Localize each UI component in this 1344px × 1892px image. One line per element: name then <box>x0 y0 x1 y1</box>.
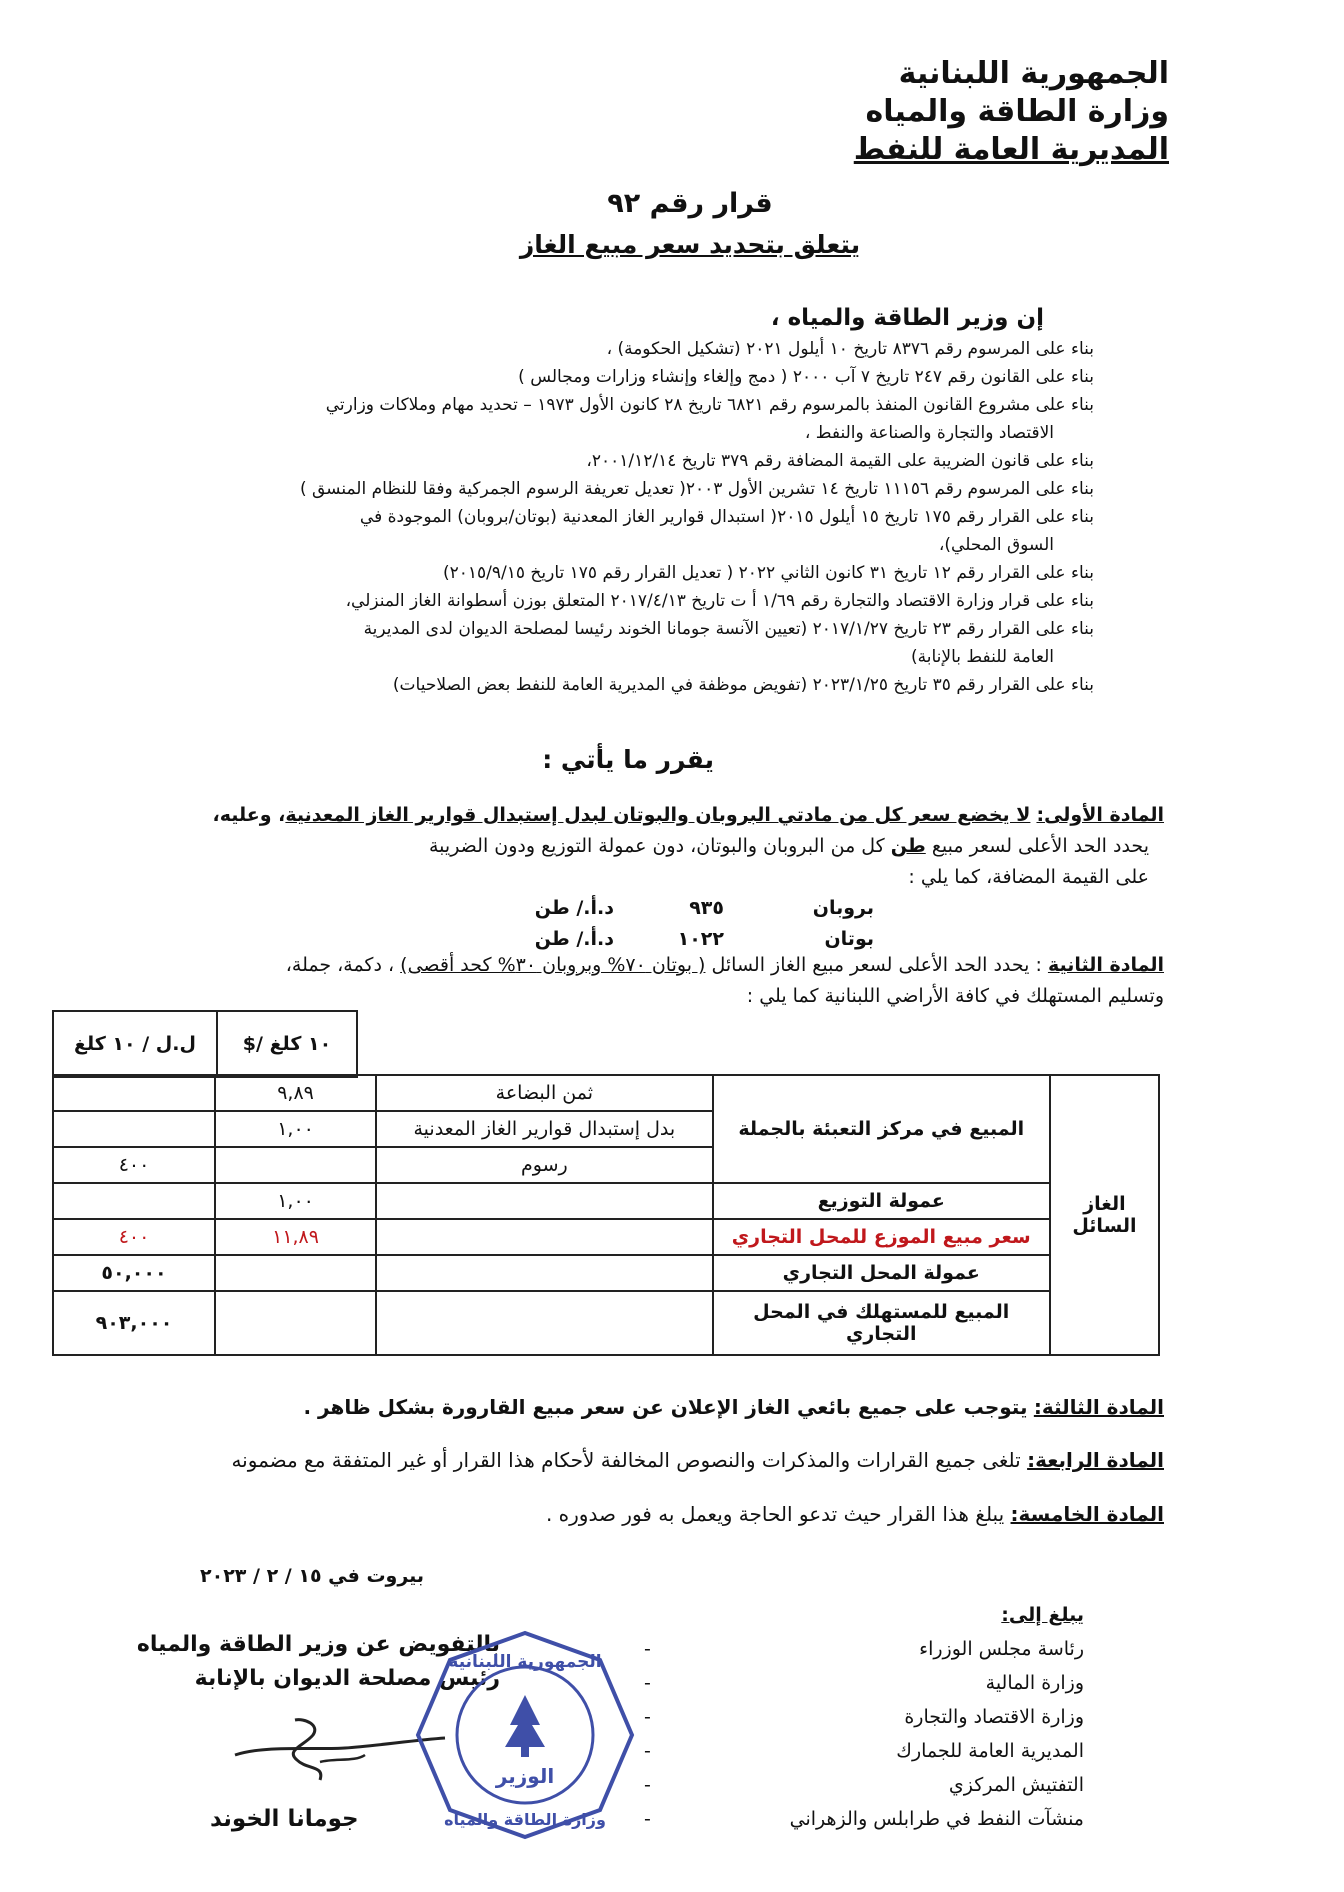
list-item-text: وزارة المالية <box>985 1672 1084 1694</box>
empty-cell <box>376 1255 712 1291</box>
usd-cell: ٩,٨٩ <box>215 1075 376 1111</box>
lbp-cell <box>53 1111 215 1147</box>
article-5-label: المادة الخامسة: <box>1010 1502 1164 1526</box>
article-4-label: المادة الرابعة: <box>1027 1448 1164 1472</box>
list-item-text: وزارة الاقتصاد والتجارة <box>904 1706 1084 1728</box>
list-item <box>644 1802 1084 1836</box>
date-line: بيروت في ١٥ / ٢ / ٢٠٢٣ <box>200 1565 425 1587</box>
price-product: بروبان <box>812 897 874 919</box>
bullet-dash: - <box>644 1774 651 1796</box>
article-1-line2b: كل من البروبان والبوتان، دون عمولة التوزيع ودون الضريبة <box>428 835 885 857</box>
article-1-rest: ، وعليه، <box>212 804 286 826</box>
article-4-text: تلغى جميع القرارات والمذكرات والنصوص المخالفة لأحكام هذا القرار أو غير المتفقة مع مضمونه <box>231 1448 1021 1472</box>
price-table <box>52 1074 1160 1356</box>
list-item-text: التفتيش المركزي <box>948 1774 1084 1796</box>
letterhead-directorate: المديرية العامة للنفط <box>853 132 1169 167</box>
article-2-text-a: : يحدد الحد الأعلى لسعر مبيع الغاز السائل <box>711 954 1042 976</box>
article-2-text-u: ( بوتان ٧٠% وبروبان ٣٠% كحد أقصى) <box>400 954 706 976</box>
article-3-label: المادة الثالثة: <box>1033 1395 1164 1419</box>
lbp-cell: ٩٠٣,٠٠٠ <box>53 1291 215 1355</box>
basis-line: بناء على القرار رقم ٢٣ تاريخ ٢٠١٧/١/٢٧ (تعيين الآنسة جومانا الخوند رئيسا لمصلحة الديوان لدى المديرية <box>363 619 1094 639</box>
article-1-line3: على القيمة المضافة، كما يلي : <box>908 866 1149 888</box>
price-unit: د.أ./ طن <box>534 897 614 919</box>
empty-cell <box>376 1183 712 1219</box>
signatory-name: جومانا الخوند <box>210 1806 359 1832</box>
distribution-list <box>644 1598 1084 1836</box>
article-1-line2a: يحدد الحد الأعلى لسعر مبيع <box>931 835 1149 857</box>
usd-cell-highlight: ١١,٨٩ <box>215 1219 376 1255</box>
basis-line-continued: الاقتصاد والتجارة والصناعة والنفط ، <box>804 423 1054 443</box>
article-1-label: المادة الأولى: <box>1036 804 1164 826</box>
stamp-center-text: الوزير <box>495 1764 555 1788</box>
list-item <box>644 1734 1084 1768</box>
basis-line: بناء على القانون رقم ٢٤٧ تاريخ ٧ آب ٢٠٠٠ ( دمج وإلغاء وإنشاء وزارات ومجالس ) <box>518 367 1094 387</box>
article-3 <box>303 1395 1164 1419</box>
letterhead-republic: الجمهورية اللبنانية <box>898 56 1169 91</box>
legal-basis-list <box>114 335 1094 699</box>
list-item-text: المديرية العامة للجمارك <box>896 1740 1084 1762</box>
article-2 <box>164 950 1164 1012</box>
bullet-dash: - <box>644 1706 651 1728</box>
usd-cell: ١,٠٠ <box>215 1111 376 1147</box>
price-table-header <box>52 1010 358 1078</box>
basis-line: بناء على قرار وزارة الاقتصاد والتجارة رقم ١/٦٩ أ ت تاريخ ٢٠١٧/٤/١٣ المتعلق بوزن أسطوانة الغاز المنزلي، <box>345 591 1094 611</box>
wholesale-cell: المبيع في مركز التعبئة بالجملة <box>713 1075 1050 1183</box>
bullet-dash: - <box>644 1808 651 1830</box>
basis-line: بناء على مشروع القانون المنفذ بالمرسوم رقم ٦٨٢١ تاريخ ٢٨ كانون الأول ١٩٧٣ – تحديد مهام وملاكات وزارتي <box>325 395 1094 415</box>
usd-cell <box>215 1291 376 1355</box>
empty-cell <box>376 1291 712 1355</box>
decision-title: قرار رقم ٩٢ <box>607 188 773 219</box>
price-unit: د.أ./ طن <box>534 928 614 950</box>
label-cell: عمولة المحل التجاري <box>713 1255 1050 1291</box>
stamp-top-text: الجمهورية اللبنانية <box>448 1652 602 1672</box>
stamp-bottom-text: وزارة الطاقة والمياه <box>444 1810 606 1829</box>
distribution-title: يبلغ إلى: <box>1001 1604 1084 1626</box>
signature-line2: رئيس مصلحة الديوان بالإنابة <box>194 1666 500 1691</box>
article-1 <box>164 800 1164 955</box>
article-1-underlined: لا يخضع سعر كل من مادتي البروبان والبوتان لبدل إستبدال قوارير الغاز المعدنية <box>285 804 1031 826</box>
bullet-dash: - <box>644 1672 651 1694</box>
article-1-ton: طن <box>890 835 926 857</box>
basis-line: بناء على قانون الضريبة على القيمة المضافة رقم ٣٧٩ تاريخ ٢٠٠١/١٢/١٤، <box>586 451 1094 471</box>
decision-subject: يتعلق بتحديد سعر مبيع الغاز <box>519 230 861 259</box>
list-item <box>644 1700 1084 1734</box>
list-item <box>644 1632 1084 1666</box>
label-cell: عمولة التوزيع <box>713 1183 1050 1219</box>
article-3-text: يتوجب على جميع بائعي الغاز الإعلان عن سعر مبيع القارورة بشكل ظاهر . <box>303 1395 1028 1419</box>
list-item <box>644 1666 1084 1700</box>
bullet-dash: - <box>644 1740 651 1762</box>
basis-line: بناء على القرار رقم ٣٥ تاريخ ٢٠٢٣/١/٢٥ (تفويض موظفة في المديرية العامة للنفط بعض الصلاحيات) <box>392 675 1094 695</box>
letterhead-ministry: وزارة الطاقة والمياه <box>865 94 1169 129</box>
usd-cell <box>215 1255 376 1291</box>
basis-line: بناء على المرسوم رقم ٨٣٧٦ تاريخ ١٠ أيلول ٢٠٢١ (تشكيل الحكومة) ، <box>606 339 1094 359</box>
col-usd-header: $/ ١٠ كلغ <box>217 1011 357 1077</box>
official-stamp <box>410 1625 640 1845</box>
list-item-text: منشآت النفط في طرابلس والزهراني <box>789 1808 1084 1830</box>
letterhead <box>749 55 1169 169</box>
price-product: بوتان <box>824 928 874 950</box>
col-lbp-header: ل.ل / ١٠ كلغ <box>53 1011 217 1077</box>
basis-line-continued: السوق المحلي)، <box>938 535 1054 555</box>
list-item-text: رئاسة مجلس الوزراء <box>919 1638 1084 1660</box>
basis-line: بناء على المرسوم رقم ١١١٥٦ تاريخ ١٤ تشرين الأول ٢٠٠٣( تعديل تعريفة الرسوم الجمركية وفقا للنظام المنسق ) <box>299 479 1094 499</box>
lbp-cell-highlight: ٤٠٠ <box>53 1219 215 1255</box>
article-4 <box>231 1448 1164 1472</box>
article-2-label: المادة الثانية <box>1047 954 1164 976</box>
price-value: ١٠٢٢ <box>677 928 724 950</box>
lbp-cell <box>53 1183 215 1219</box>
minister-line: إن وزير الطاقة والمياه ، <box>770 305 1044 331</box>
basis-line-continued: العامة للنفط بالإنابة) <box>911 647 1054 667</box>
usd-cell <box>215 1147 376 1183</box>
price-value: ٩٣٥ <box>689 897 724 919</box>
list-item <box>644 1768 1084 1802</box>
basis-line: بناء على القرار رقم ١٢ تاريخ ٣١ كانون الثاني ٢٠٢٢ ( تعديل القرار رقم ١٧٥ تاريخ ٢٠١٥/٩/١٥) <box>442 563 1094 583</box>
bullet-dash: - <box>644 1638 651 1660</box>
article-2-text-b: ، دكمة، جملة، <box>285 954 395 976</box>
label-cell-highlight: سعر مبيع الموزع للمحل التجاري <box>713 1219 1050 1255</box>
article-5 <box>546 1502 1164 1526</box>
lbp-cell: ٤٠٠ <box>53 1147 215 1183</box>
cedar-icon <box>505 1695 545 1747</box>
lbp-cell <box>53 1075 215 1111</box>
usd-cell: ١,٠٠ <box>215 1183 376 1219</box>
decides-heading: يقرر ما يأتي : <box>542 745 714 774</box>
label-cell: المبيع للمستهلك في المحل التجاري <box>713 1291 1050 1355</box>
empty-cell <box>376 1219 712 1255</box>
sub-cell: ثمن البضاعة <box>376 1075 712 1111</box>
signature-line1: بالتفويض عن وزير الطاقة والمياه <box>136 1632 500 1657</box>
sub-cell: رسوم <box>376 1147 712 1183</box>
group-cell: الغاز السائل <box>1050 1075 1159 1355</box>
price-row <box>164 893 1164 924</box>
sub-cell: بدل إستبدال قوارير الغاز المعدنية <box>376 1111 712 1147</box>
article-2-line2: وتسليم المستهلك في كافة الأراضي اللبنانية كما يلي : <box>746 985 1164 1007</box>
lbp-cell: ٥٠,٠٠٠ <box>53 1255 215 1291</box>
article-5-text: يبلغ هذا القرار حيث تدعو الحاجة ويعمل به فور صدوره . <box>545 1502 1005 1526</box>
basis-line: بناء على القرار رقم ١٧٥ تاريخ ١٥ أيلول ٢٠١٥( استبدال قوارير الغاز المعدنية (بوتان/بروبان) الموجودة في <box>359 507 1094 527</box>
